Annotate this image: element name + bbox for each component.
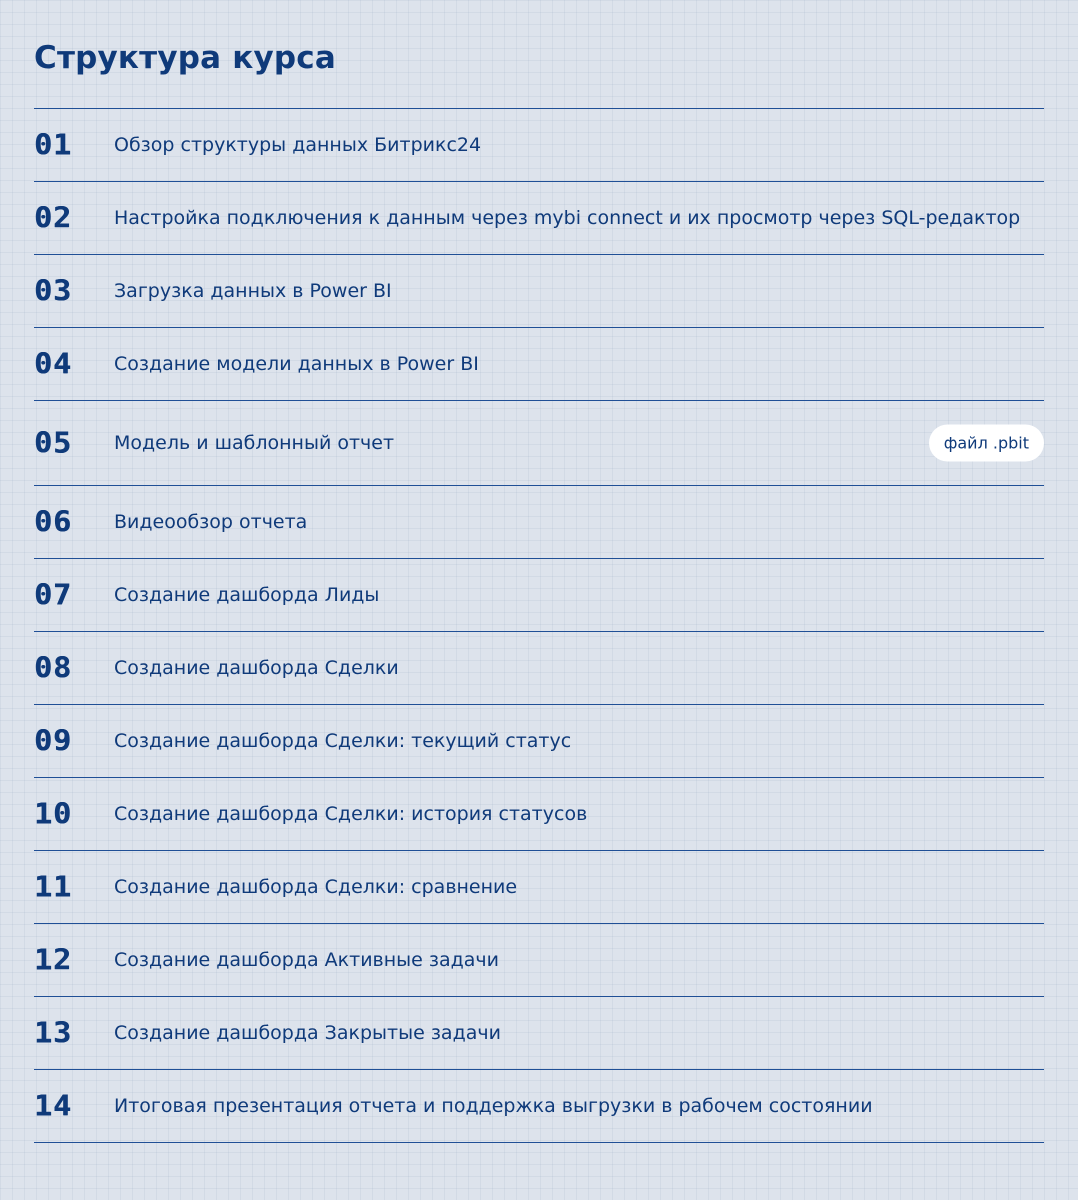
module-row[interactable] — [34, 401, 1044, 486]
module-row[interactable] — [34, 851, 1044, 924]
module-title: Создание дашборда Сделки: сравнение — [114, 876, 518, 898]
module-title: Создание дашборда Сделки — [114, 657, 399, 679]
module-row[interactable] — [34, 255, 1044, 328]
module-row[interactable] — [34, 632, 1044, 705]
module-row[interactable] — [34, 109, 1044, 182]
module-number: 05 — [34, 426, 73, 460]
module-title: Создание дашборда Сделки: история статусов — [114, 803, 588, 825]
module-title: Настройка подключения к данным через mybi connect и их просмотр через SQL-редактор — [114, 207, 1021, 229]
module-title: Создание дашборда Закрытые задачи — [114, 1022, 501, 1044]
module-title: Модель и шаблонный отчет — [114, 432, 395, 454]
module-number: 04 — [34, 347, 73, 381]
page-title: Структура курса — [34, 40, 336, 76]
module-title: Загрузка данных в Power BI — [114, 280, 392, 302]
module-row[interactable] — [34, 924, 1044, 997]
module-row[interactable] — [34, 1070, 1044, 1143]
module-number: 03 — [34, 274, 73, 308]
module-number: 12 — [34, 943, 73, 977]
module-row[interactable] — [34, 182, 1044, 255]
module-number: 06 — [34, 505, 73, 539]
module-row[interactable] — [34, 705, 1044, 778]
module-row[interactable] — [34, 778, 1044, 851]
module-title: Создание дашборда Сделки: текущий статус — [114, 730, 572, 752]
module-title: Обзор структуры данных Битрикс24 — [114, 134, 482, 156]
module-title: Создание дашборда Активные задачи — [114, 949, 500, 971]
module-title: Итоговая презентация отчета и поддержка выгрузки в рабочем состоянии — [114, 1095, 873, 1117]
module-number: 14 — [34, 1089, 73, 1123]
module-row[interactable] — [34, 559, 1044, 632]
module-number: 02 — [34, 201, 73, 235]
module-title: Создание дашборда Лиды — [114, 584, 380, 606]
module-row[interactable] — [34, 997, 1044, 1070]
module-number: 08 — [34, 651, 73, 685]
module-number: 10 — [34, 797, 73, 831]
module-row[interactable] — [34, 328, 1044, 401]
module-number: 09 — [34, 724, 73, 758]
module-number: 07 — [34, 578, 73, 612]
module-title: Видеообзор отчета — [114, 511, 308, 533]
file-badge-pbit[interactable]: файл .pbit — [929, 425, 1044, 462]
module-number: 11 — [34, 870, 73, 904]
module-title: Создание модели данных в Power BI — [114, 353, 479, 375]
module-row[interactable] — [34, 486, 1044, 559]
module-number: 01 — [34, 128, 73, 162]
course-module-list — [34, 108, 1044, 1143]
module-number: 13 — [34, 1016, 73, 1050]
